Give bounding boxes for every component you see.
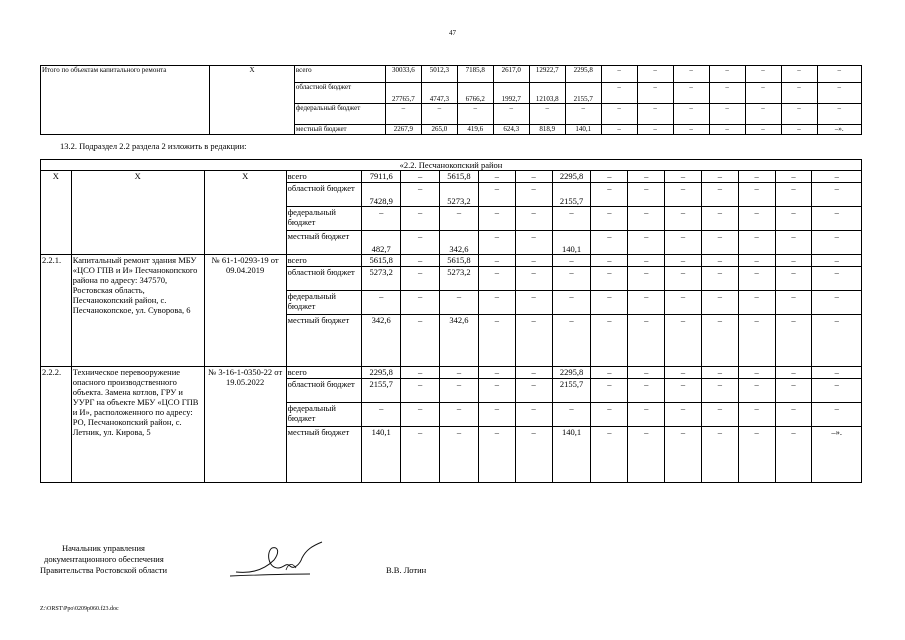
value-cell: – <box>781 83 817 104</box>
value-cell: – <box>401 183 440 207</box>
value-cell: – <box>738 403 775 427</box>
value-cell: – <box>775 427 812 483</box>
value-cell: 5273,2 <box>440 267 479 291</box>
table-row <box>41 171 862 183</box>
signatory-position <box>40 543 167 576</box>
budget-label-cell: всего <box>294 66 385 83</box>
value-cell: – <box>775 291 812 315</box>
value-cell: – <box>775 207 812 231</box>
value-cell: – <box>529 104 565 125</box>
value-cell: – <box>665 171 702 183</box>
value-cell: – <box>738 183 775 207</box>
value-cell: – <box>515 291 552 315</box>
value-cell: 7911,6 <box>362 171 401 183</box>
value-cell: – <box>781 104 817 125</box>
value-cell: – <box>362 291 401 315</box>
value-cell: – <box>515 171 552 183</box>
value-cell: – <box>552 207 591 231</box>
value-cell: – <box>738 379 775 403</box>
value-cell: – <box>401 379 440 403</box>
value-cell: – <box>738 427 775 483</box>
value-cell: 419,6 <box>457 125 493 135</box>
value-cell: 140,1 <box>552 231 591 255</box>
position-line: документационного обеспечения <box>44 554 164 564</box>
value-cell: – <box>665 291 702 315</box>
value-cell: – <box>701 183 738 207</box>
value-cell: – <box>628 267 665 291</box>
value-cell: – <box>665 367 702 379</box>
value-cell: – <box>701 379 738 403</box>
value-cell: 482,7 <box>362 231 401 255</box>
value-cell: – <box>440 427 479 483</box>
value-cell: – <box>665 315 702 367</box>
signatory-name: В.В. Лотин <box>386 565 427 575</box>
value-cell: – <box>637 83 673 104</box>
value-cell: – <box>637 125 673 135</box>
value-cell: – <box>552 403 591 427</box>
position-line: Правительства Ростовской области <box>40 565 167 575</box>
value-cell: – <box>401 315 440 367</box>
value-cell: – <box>401 231 440 255</box>
value-cell: – <box>515 231 552 255</box>
value-cell: – <box>478 231 515 255</box>
value-cell: 5012,3 <box>421 66 457 83</box>
value-cell: – <box>440 403 479 427</box>
value-cell: – <box>665 403 702 427</box>
value-cell: – <box>591 367 628 379</box>
value-cell: – <box>812 379 862 403</box>
value-cell: – <box>515 403 552 427</box>
value-cell: – <box>591 291 628 315</box>
budget-label-cell: федеральный бюджет <box>286 403 362 427</box>
value-cell: – <box>812 255 862 267</box>
value-cell: – <box>812 267 862 291</box>
value-cell: – <box>591 267 628 291</box>
value-cell: – <box>665 255 702 267</box>
value-cell: – <box>401 255 440 267</box>
value-cell: – <box>775 315 812 367</box>
value-cell: – <box>701 427 738 483</box>
budget-label-cell: всего <box>286 367 362 379</box>
value-cell: 342,6 <box>440 231 479 255</box>
value-cell: – <box>745 83 781 104</box>
value-cell: – <box>401 171 440 183</box>
value-cell: – <box>817 83 862 104</box>
value-cell: – <box>515 367 552 379</box>
value-cell: 342,6 <box>440 315 479 367</box>
x-mark-cell: Х <box>71 171 204 255</box>
value-cell: – <box>709 83 745 104</box>
value-cell: – <box>591 379 628 403</box>
value-cell: – <box>628 291 665 315</box>
value-cell: 5273,2 <box>362 267 401 291</box>
value-cell: – <box>665 231 702 255</box>
table-row <box>41 367 862 379</box>
value-cell: – <box>565 104 601 125</box>
value-cell: – <box>591 427 628 483</box>
value-cell: – <box>478 207 515 231</box>
value-cell: – <box>401 403 440 427</box>
value-cell: –». <box>817 125 862 135</box>
value-cell: 2155,7 <box>565 83 601 104</box>
object-number-cell: 2.2.1. <box>41 255 72 367</box>
value-cell: 27765,7 <box>385 83 421 104</box>
object-name-cell: Техническое перевооружение опасного производственного объекта. Замена котлов, ГРУ и УУРГ на объекте МБУ «ЦСО ГПВ и И», расположенного по адресу: РО, Песчанокопский район, с. Летник, ул. Кирова, 5 <box>71 367 204 483</box>
value-cell: – <box>552 267 591 291</box>
x-mark-cell: Х <box>41 171 72 255</box>
value-cell: – <box>515 207 552 231</box>
value-cell: 5273,2 <box>440 183 479 207</box>
value-cell: – <box>478 267 515 291</box>
value-cell: 30033,6 <box>385 66 421 83</box>
value-cell: – <box>601 66 637 83</box>
value-cell: 2295,8 <box>552 171 591 183</box>
value-cell: – <box>515 183 552 207</box>
value-cell: – <box>812 231 862 255</box>
budget-label-cell: федеральный бюджет <box>286 291 362 315</box>
value-cell: 140,1 <box>552 427 591 483</box>
value-cell: – <box>701 403 738 427</box>
value-cell: – <box>665 427 702 483</box>
value-cell: – <box>401 291 440 315</box>
value-cell: 5615,8 <box>440 255 479 267</box>
value-cell: 6766,2 <box>457 83 493 104</box>
object-name-cell: Капитальный ремонт здания МБУ «ЦСО ГПВ и И» Песчанокопского района по адресу: 347570, Ростовская область, Песчанокопский район, с. Песчанокопское, ул. Суворова, 6 <box>71 255 204 367</box>
value-cell: – <box>812 367 862 379</box>
budget-label-cell: местный бюджет <box>286 427 362 483</box>
expertise-doc-cell: № 3-16-1-0350-22 от 19.05.2022 <box>204 367 286 483</box>
value-cell: 7428,9 <box>362 183 401 207</box>
value-cell: 5615,8 <box>362 255 401 267</box>
value-cell: – <box>775 403 812 427</box>
table-row <box>41 66 862 83</box>
value-cell: – <box>637 104 673 125</box>
value-cell: – <box>738 231 775 255</box>
value-cell: 2617,0 <box>493 66 529 83</box>
value-cell: – <box>478 379 515 403</box>
value-cell: 2155,7 <box>362 379 401 403</box>
value-cell: – <box>421 104 457 125</box>
value-cell: – <box>709 104 745 125</box>
value-cell: 7185,8 <box>457 66 493 83</box>
value-cell: – <box>775 267 812 291</box>
value-cell: –». <box>812 427 862 483</box>
budget-label-cell: областной бюджет <box>286 183 362 207</box>
value-cell: – <box>440 379 479 403</box>
value-cell: – <box>591 183 628 207</box>
value-cell: – <box>401 267 440 291</box>
value-cell: – <box>628 367 665 379</box>
position-line: Начальник управления <box>62 543 145 553</box>
value-cell: – <box>601 83 637 104</box>
value-cell: – <box>745 125 781 135</box>
section-header-cell: «2.2. Песчанокопский район <box>41 160 862 171</box>
value-cell: – <box>628 379 665 403</box>
value-cell: 12922,7 <box>529 66 565 83</box>
value-cell: 1992,7 <box>493 83 529 104</box>
value-cell: – <box>738 171 775 183</box>
value-cell: – <box>738 255 775 267</box>
value-cell: – <box>812 291 862 315</box>
value-cell: – <box>673 66 709 83</box>
value-cell: – <box>515 379 552 403</box>
value-cell: – <box>738 207 775 231</box>
value-cell: – <box>401 427 440 483</box>
value-cell: 140,1 <box>362 427 401 483</box>
value-cell: – <box>775 367 812 379</box>
value-cell: – <box>628 427 665 483</box>
x-mark-cell: Х <box>204 171 286 255</box>
page-number: 47 <box>449 29 456 37</box>
capital-repair-total-table <box>40 65 862 135</box>
value-cell: – <box>552 291 591 315</box>
value-cell: – <box>738 291 775 315</box>
value-cell: – <box>628 171 665 183</box>
budget-label-cell: всего <box>286 171 362 183</box>
budget-label-cell: федеральный бюджет <box>294 104 385 125</box>
value-cell: – <box>440 367 479 379</box>
value-cell: – <box>591 315 628 367</box>
value-cell: – <box>709 125 745 135</box>
value-cell: – <box>478 255 515 267</box>
value-cell: – <box>701 207 738 231</box>
value-cell: – <box>401 207 440 231</box>
value-cell: – <box>709 66 745 83</box>
value-cell: – <box>775 231 812 255</box>
value-cell: – <box>812 207 862 231</box>
value-cell: – <box>781 66 817 83</box>
value-cell: – <box>591 255 628 267</box>
value-cell: 624,3 <box>493 125 529 135</box>
value-cell: – <box>515 315 552 367</box>
budget-label-cell: областной бюджет <box>286 267 362 291</box>
value-cell: 4747,3 <box>421 83 457 104</box>
value-cell: – <box>812 171 862 183</box>
value-cell: – <box>701 171 738 183</box>
value-cell: – <box>591 171 628 183</box>
object-name-cell: Итого по объектам капитального ремонта <box>41 66 210 135</box>
budget-label-cell: местный бюджет <box>286 231 362 255</box>
handwritten-signature <box>226 538 326 582</box>
value-cell: – <box>385 104 421 125</box>
value-cell: – <box>478 427 515 483</box>
expertise-doc-cell: № 61-1-0293-19 от 09.04.2019 <box>204 255 286 367</box>
value-cell: – <box>493 104 529 125</box>
value-cell: 2155,7 <box>552 183 591 207</box>
value-cell: – <box>665 207 702 231</box>
value-cell: – <box>591 231 628 255</box>
value-cell: – <box>812 183 862 207</box>
value-cell: – <box>665 183 702 207</box>
file-path: Z:\ORST\Ppo\0209p060.f23.doc <box>40 606 119 612</box>
value-cell: – <box>478 367 515 379</box>
value-cell: – <box>701 315 738 367</box>
value-cell: 5615,8 <box>440 171 479 183</box>
value-cell: 818,9 <box>529 125 565 135</box>
value-cell: 140,1 <box>565 125 601 135</box>
value-cell: 2295,8 <box>565 66 601 83</box>
value-cell: – <box>552 315 591 367</box>
value-cell: – <box>637 66 673 83</box>
table-row <box>41 255 862 267</box>
value-cell: – <box>665 379 702 403</box>
value-cell: – <box>701 255 738 267</box>
value-cell: – <box>478 171 515 183</box>
value-cell: – <box>628 231 665 255</box>
value-cell: – <box>362 403 401 427</box>
peschanokopsky-district-table <box>40 159 862 483</box>
value-cell: – <box>478 291 515 315</box>
value-cell: – <box>775 171 812 183</box>
budget-label-cell: областной бюджет <box>294 83 385 104</box>
value-cell: – <box>440 291 479 315</box>
value-cell: – <box>775 183 812 207</box>
value-cell: – <box>738 267 775 291</box>
value-cell: – <box>601 104 637 125</box>
value-cell: – <box>628 255 665 267</box>
value-cell: – <box>457 104 493 125</box>
value-cell: 2295,8 <box>552 367 591 379</box>
value-cell: – <box>665 267 702 291</box>
value-cell: – <box>738 367 775 379</box>
value-cell: 342,6 <box>362 315 401 367</box>
value-cell: – <box>775 379 812 403</box>
value-cell: – <box>401 367 440 379</box>
value-cell: – <box>781 125 817 135</box>
value-cell: 2295,8 <box>362 367 401 379</box>
budget-label-cell: областной бюджет <box>286 379 362 403</box>
value-cell: – <box>515 267 552 291</box>
section-header-row <box>41 160 862 171</box>
value-cell: – <box>515 427 552 483</box>
value-cell: – <box>628 403 665 427</box>
value-cell: – <box>817 104 862 125</box>
value-cell: – <box>591 207 628 231</box>
value-cell: – <box>701 291 738 315</box>
value-cell: – <box>745 66 781 83</box>
value-cell: – <box>817 66 862 83</box>
value-cell: – <box>515 255 552 267</box>
budget-label-cell: федеральный бюджет <box>286 207 362 231</box>
value-cell: – <box>745 104 781 125</box>
amendment-text: 13.2. Подраздел 2.2 раздела 2 изложить в редакции: <box>60 141 247 151</box>
value-cell: – <box>701 267 738 291</box>
value-cell: 265,0 <box>421 125 457 135</box>
value-cell: – <box>478 315 515 367</box>
value-cell: – <box>812 315 862 367</box>
value-cell: – <box>673 104 709 125</box>
object-number-cell: 2.2.2. <box>41 367 72 483</box>
value-cell: – <box>673 125 709 135</box>
value-cell: – <box>362 207 401 231</box>
budget-label-cell: всего <box>286 255 362 267</box>
value-cell: – <box>478 183 515 207</box>
value-cell: – <box>478 403 515 427</box>
value-cell: 12103,8 <box>529 83 565 104</box>
value-cell: – <box>775 255 812 267</box>
value-cell: – <box>673 83 709 104</box>
value-cell: 2155,7 <box>552 379 591 403</box>
value-cell: – <box>701 231 738 255</box>
value-cell: – <box>701 367 738 379</box>
x-mark-cell: Х <box>210 66 295 135</box>
value-cell: – <box>628 207 665 231</box>
value-cell: 2267,9 <box>385 125 421 135</box>
value-cell: – <box>440 207 479 231</box>
value-cell: – <box>591 403 628 427</box>
value-cell: – <box>738 315 775 367</box>
value-cell: – <box>628 183 665 207</box>
value-cell: – <box>812 403 862 427</box>
value-cell: – <box>552 255 591 267</box>
value-cell: – <box>628 315 665 367</box>
budget-label-cell: местный бюджет <box>294 125 385 135</box>
value-cell: – <box>601 125 637 135</box>
budget-label-cell: местный бюджет <box>286 315 362 367</box>
